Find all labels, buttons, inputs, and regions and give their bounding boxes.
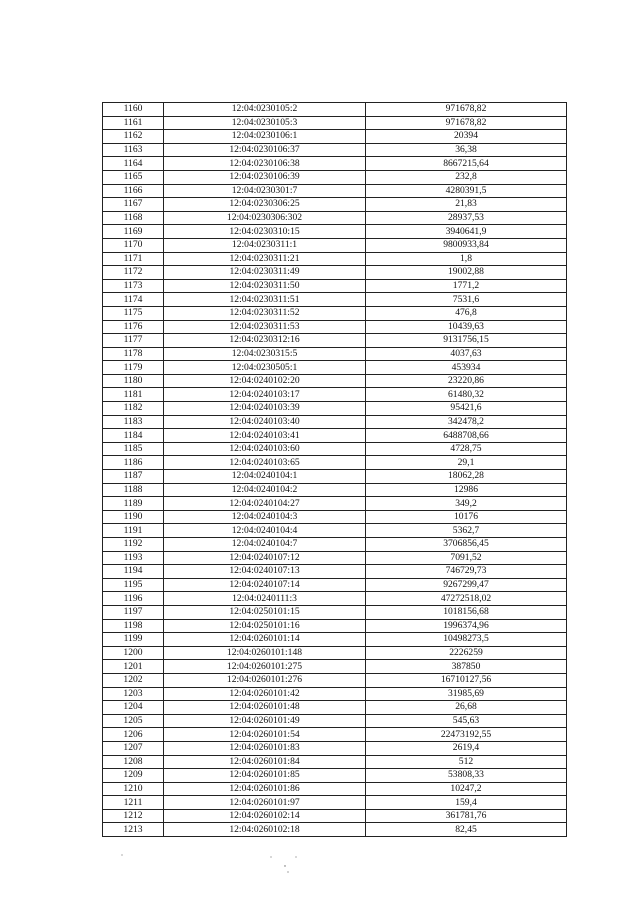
table-row <box>103 510 567 524</box>
cadastral-number-cell: 12:04:0250101:16 <box>164 619 366 633</box>
value-cell: 1996374,96 <box>366 619 567 633</box>
row-number-cell: 1193 <box>103 551 164 565</box>
value-cell: 453934 <box>366 361 567 375</box>
value-cell: 9267299,47 <box>366 578 567 592</box>
value-cell: 971678,82 <box>366 103 567 117</box>
value-cell: 26,68 <box>366 701 567 715</box>
table-row <box>103 605 567 619</box>
value-cell: 29,1 <box>366 456 567 470</box>
table-row <box>103 796 567 810</box>
value-cell: 10247,2 <box>366 782 567 796</box>
table-row <box>103 483 567 497</box>
table-row <box>103 741 567 755</box>
row-number-cell: 1181 <box>103 388 164 402</box>
table-row <box>103 252 567 266</box>
cadastral-number-cell: 12:04:0240107:14 <box>164 578 366 592</box>
table-row <box>103 687 567 701</box>
value-cell: 4037,63 <box>366 347 567 361</box>
table-row <box>103 320 567 334</box>
cadastral-number-cell: 12:04:0230106:39 <box>164 170 366 184</box>
cadastral-number-cell: 12:04:0240104:1 <box>164 470 366 484</box>
table-row <box>103 524 567 538</box>
cadastral-number-cell: 12:04:0260101:14 <box>164 633 366 647</box>
table-row <box>103 633 567 647</box>
table-row <box>103 755 567 769</box>
row-number-cell: 1192 <box>103 538 164 552</box>
row-number-cell: 1190 <box>103 510 164 524</box>
row-number-cell: 1160 <box>103 103 164 117</box>
cadastral-number-cell: 12:04:0260101:275 <box>164 660 366 674</box>
cadastral-number-cell: 12:04:0230311:21 <box>164 252 366 266</box>
cadastral-number-cell: 12:04:0230505:1 <box>164 361 366 375</box>
value-cell: 7091,52 <box>366 551 567 565</box>
row-number-cell: 1167 <box>103 198 164 212</box>
value-cell: 2619,4 <box>366 741 567 755</box>
table-row <box>103 673 567 687</box>
row-number-cell: 1173 <box>103 279 164 293</box>
cadastral-number-cell: 12:04:0240104:7 <box>164 538 366 552</box>
cadastral-number-cell: 12:04:0260101:54 <box>164 728 366 742</box>
cadastral-number-cell: 12:04:0240107:13 <box>164 565 366 579</box>
cadastral-number-cell: 12:04:0240104:2 <box>164 483 366 497</box>
row-number-cell: 1183 <box>103 415 164 429</box>
row-number-cell: 1182 <box>103 402 164 416</box>
row-number-cell: 1168 <box>103 211 164 225</box>
row-number-cell: 1172 <box>103 266 164 280</box>
cadastral-number-cell: 12:04:0260101:42 <box>164 687 366 701</box>
table-row <box>103 470 567 484</box>
cadastral-number-cell: 12:04:0230311:50 <box>164 279 366 293</box>
row-number-cell: 1163 <box>103 143 164 157</box>
cadastral-number-cell: 12:04:0230106:38 <box>164 157 366 171</box>
table-row <box>103 565 567 579</box>
row-number-cell: 1185 <box>103 442 164 456</box>
cadastral-number-cell: 12:04:0240102:20 <box>164 374 366 388</box>
table-row <box>103 714 567 728</box>
table-row <box>103 538 567 552</box>
table-row <box>103 660 567 674</box>
value-cell: 746729,73 <box>366 565 567 579</box>
row-number-cell: 1176 <box>103 320 164 334</box>
table-row <box>103 184 567 198</box>
table-row <box>103 592 567 606</box>
cadastral-number-cell: 12:04:0240103:41 <box>164 429 366 443</box>
value-cell: 53808,33 <box>366 769 567 783</box>
cadastral-number-cell: 12:04:0230306:25 <box>164 198 366 212</box>
row-number-cell: 1208 <box>103 755 164 769</box>
row-number-cell: 1201 <box>103 660 164 674</box>
table-row <box>103 374 567 388</box>
value-cell: 6488708,66 <box>366 429 567 443</box>
row-number-cell: 1204 <box>103 701 164 715</box>
value-cell: 82,45 <box>366 823 567 837</box>
table-row <box>103 388 567 402</box>
row-number-cell: 1164 <box>103 157 164 171</box>
cadastral-number-cell: 12:04:0230311:53 <box>164 320 366 334</box>
table-row <box>103 211 567 225</box>
table-row <box>103 701 567 715</box>
value-cell: 10176 <box>366 510 567 524</box>
cadastral-number-cell: 12:04:0260101:85 <box>164 769 366 783</box>
cadastral-number-cell: 12:04:0260101:148 <box>164 646 366 660</box>
value-cell: 1,8 <box>366 252 567 266</box>
value-cell: 3940641,9 <box>366 225 567 239</box>
cadastral-number-cell: 12:04:0240103:60 <box>164 442 366 456</box>
value-cell: 61480,32 <box>366 388 567 402</box>
row-number-cell: 1161 <box>103 116 164 130</box>
row-number-cell: 1197 <box>103 605 164 619</box>
cadastral-number-cell: 12:04:0240104:3 <box>164 510 366 524</box>
cadastral-number-cell: 12:04:0260101:97 <box>164 796 366 810</box>
row-number-cell: 1191 <box>103 524 164 538</box>
row-number-cell: 1169 <box>103 225 164 239</box>
row-number-cell: 1206 <box>103 728 164 742</box>
value-cell: 545,63 <box>366 714 567 728</box>
table-row <box>103 769 567 783</box>
row-number-cell: 1186 <box>103 456 164 470</box>
cadastral-number-cell: 12:04:0230106:37 <box>164 143 366 157</box>
cadastral-number-cell: 12:04:0230105:2 <box>164 103 366 117</box>
row-number-cell: 1184 <box>103 429 164 443</box>
value-cell: 971678,82 <box>366 116 567 130</box>
value-cell: 1771,2 <box>366 279 567 293</box>
row-number-cell: 1175 <box>103 306 164 320</box>
value-cell: 31985,69 <box>366 687 567 701</box>
value-cell: 8667215,64 <box>366 157 567 171</box>
table-row <box>103 238 567 252</box>
cadastral-number-cell: 12:04:0260101:86 <box>164 782 366 796</box>
row-number-cell: 1188 <box>103 483 164 497</box>
cadastral-number-cell: 12:04:0230311:51 <box>164 293 366 307</box>
value-cell: 10439,63 <box>366 320 567 334</box>
cadastral-number-cell: 12:04:0230106:1 <box>164 130 366 144</box>
row-number-cell: 1171 <box>103 252 164 266</box>
cadastral-number-cell: 12:04:0230311:1 <box>164 238 366 252</box>
value-cell: 18062,28 <box>366 470 567 484</box>
cadastral-number-cell: 12:04:0230105:3 <box>164 116 366 130</box>
table-body <box>103 103 567 837</box>
row-number-cell: 1200 <box>103 646 164 660</box>
value-cell: 4728,75 <box>366 442 567 456</box>
table-row <box>103 429 567 443</box>
value-cell: 10498273,5 <box>366 633 567 647</box>
row-number-cell: 1195 <box>103 578 164 592</box>
row-number-cell: 1165 <box>103 170 164 184</box>
value-cell: 387850 <box>366 660 567 674</box>
value-cell: 476,8 <box>366 306 567 320</box>
value-cell: 28937,53 <box>366 211 567 225</box>
cadastral-number-cell: 12:04:0230312:16 <box>164 334 366 348</box>
value-cell: 9800933,84 <box>366 238 567 252</box>
cadastral-number-cell: 12:04:0260102:18 <box>164 823 366 837</box>
row-number-cell: 1177 <box>103 334 164 348</box>
row-number-cell: 1194 <box>103 565 164 579</box>
value-cell: 5362,7 <box>366 524 567 538</box>
cadastral-number-cell: 12:04:0240103:65 <box>164 456 366 470</box>
row-number-cell: 1162 <box>103 130 164 144</box>
value-cell: 9131756,15 <box>366 334 567 348</box>
row-number-cell: 1187 <box>103 470 164 484</box>
value-cell: 349,2 <box>366 497 567 511</box>
value-cell: 95421,6 <box>366 402 567 416</box>
cadastral-number-cell: 12:04:0240104:4 <box>164 524 366 538</box>
value-cell: 3706856,45 <box>366 538 567 552</box>
table-row <box>103 442 567 456</box>
row-number-cell: 1213 <box>103 823 164 837</box>
value-cell: 16710127,56 <box>366 673 567 687</box>
cadastral-number-cell: 12:04:0260102:14 <box>164 809 366 823</box>
row-number-cell: 1178 <box>103 347 164 361</box>
value-cell: 47272518,02 <box>366 592 567 606</box>
table-row <box>103 809 567 823</box>
row-number-cell: 1210 <box>103 782 164 796</box>
cadastral-value-table-container <box>102 102 566 837</box>
table-row <box>103 619 567 633</box>
value-cell: 2226259 <box>366 646 567 660</box>
row-number-cell: 1207 <box>103 741 164 755</box>
table-row <box>103 334 567 348</box>
table-row <box>103 116 567 130</box>
table-row <box>103 279 567 293</box>
cadastral-number-cell: 12:04:0230315:5 <box>164 347 366 361</box>
cadastral-number-cell: 12:04:0260101:49 <box>164 714 366 728</box>
cadastral-number-cell: 12:04:0240103:17 <box>164 388 366 402</box>
value-cell: 361781,76 <box>366 809 567 823</box>
cadastral-number-cell: 12:04:0230306:302 <box>164 211 366 225</box>
row-number-cell: 1203 <box>103 687 164 701</box>
value-cell: 12986 <box>366 483 567 497</box>
cadastral-number-cell: 12:04:0240104:27 <box>164 497 366 511</box>
cadastral-value-table <box>102 102 567 837</box>
value-cell: 23220,86 <box>366 374 567 388</box>
row-number-cell: 1196 <box>103 592 164 606</box>
value-cell: 4280391,5 <box>366 184 567 198</box>
row-number-cell: 1209 <box>103 769 164 783</box>
row-number-cell: 1189 <box>103 497 164 511</box>
table-row <box>103 157 567 171</box>
table-row <box>103 103 567 117</box>
table-row <box>103 143 567 157</box>
value-cell: 512 <box>366 755 567 769</box>
row-number-cell: 1205 <box>103 714 164 728</box>
row-number-cell: 1170 <box>103 238 164 252</box>
value-cell: 159,4 <box>366 796 567 810</box>
table-row <box>103 497 567 511</box>
table-row <box>103 402 567 416</box>
table-row <box>103 347 567 361</box>
row-number-cell: 1180 <box>103 374 164 388</box>
cadastral-number-cell: 12:04:0260101:48 <box>164 701 366 715</box>
value-cell: 7531,6 <box>366 293 567 307</box>
value-cell: 22473192,55 <box>366 728 567 742</box>
table-row <box>103 225 567 239</box>
table-row <box>103 456 567 470</box>
value-cell: 20394 <box>366 130 567 144</box>
table-row <box>103 551 567 565</box>
row-number-cell: 1211 <box>103 796 164 810</box>
value-cell: 21,83 <box>366 198 567 212</box>
table-row <box>103 306 567 320</box>
row-number-cell: 1199 <box>103 633 164 647</box>
row-number-cell: 1174 <box>103 293 164 307</box>
cadastral-number-cell: 12:04:0260101:84 <box>164 755 366 769</box>
value-cell: 1018156,68 <box>366 605 567 619</box>
table-row <box>103 293 567 307</box>
table-row <box>103 361 567 375</box>
table-row <box>103 578 567 592</box>
value-cell: 36,38 <box>366 143 567 157</box>
table-row <box>103 198 567 212</box>
row-number-cell: 1202 <box>103 673 164 687</box>
row-number-cell: 1212 <box>103 809 164 823</box>
value-cell: 342478,2 <box>366 415 567 429</box>
cadastral-number-cell: 12:04:0240107:12 <box>164 551 366 565</box>
cadastral-number-cell: 12:04:0250101:15 <box>164 605 366 619</box>
cadastral-number-cell: 12:04:0240103:39 <box>164 402 366 416</box>
table-row <box>103 782 567 796</box>
cadastral-number-cell: 12:04:0240103:40 <box>164 415 366 429</box>
table-row <box>103 266 567 280</box>
value-cell: 19002,88 <box>366 266 567 280</box>
table-row <box>103 823 567 837</box>
cadastral-number-cell: 12:04:0230311:52 <box>164 306 366 320</box>
table-row <box>103 646 567 660</box>
row-number-cell: 1166 <box>103 184 164 198</box>
row-number-cell: 1198 <box>103 619 164 633</box>
cadastral-number-cell: 12:04:0260101:276 <box>164 673 366 687</box>
cadastral-number-cell: 12:04:0230301:7 <box>164 184 366 198</box>
table-row <box>103 728 567 742</box>
table-row <box>103 130 567 144</box>
cadastral-number-cell: 12:04:0260101:83 <box>164 741 366 755</box>
value-cell: 232,8 <box>366 170 567 184</box>
cadastral-number-cell: 12:04:0230311:49 <box>164 266 366 280</box>
row-number-cell: 1179 <box>103 361 164 375</box>
cadastral-number-cell: 12:04:0240111:3 <box>164 592 366 606</box>
table-row <box>103 170 567 184</box>
table-row <box>103 415 567 429</box>
cadastral-number-cell: 12:04:0230310:15 <box>164 225 366 239</box>
